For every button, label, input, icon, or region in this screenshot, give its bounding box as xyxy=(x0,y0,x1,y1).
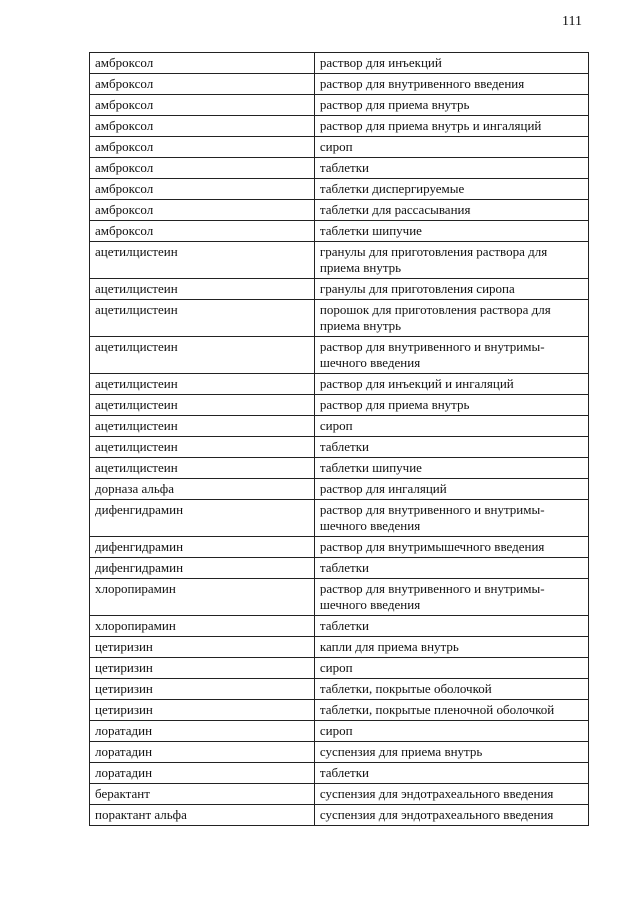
drug-name-cell: ацетилцистеин xyxy=(90,458,315,479)
dosage-form-cell: раствор для инъекций и ингаляций xyxy=(314,374,588,395)
table-row xyxy=(90,337,589,374)
dosage-form-cell: суспензия для эндотрахеального введения xyxy=(314,805,588,826)
drug-name-cell: лоратадин xyxy=(90,763,315,784)
dosage-form-cell: раствор для внутривенного и внутримы-шечного введения xyxy=(314,579,588,616)
table-row xyxy=(90,158,589,179)
drug-name-cell: ацетилцистеин xyxy=(90,279,315,300)
table-row xyxy=(90,395,589,416)
table-row xyxy=(90,500,589,537)
table-row xyxy=(90,374,589,395)
drug-name-cell: дифенгидрамин xyxy=(90,500,315,537)
table-row xyxy=(90,679,589,700)
dosage-form-cell: сироп xyxy=(314,721,588,742)
table-body xyxy=(90,53,589,826)
drug-name-cell: цетиризин xyxy=(90,637,315,658)
drug-name-cell: цетиризин xyxy=(90,679,315,700)
drug-name-cell: амброксол xyxy=(90,221,315,242)
drug-name-cell: порактант альфа xyxy=(90,805,315,826)
table-row xyxy=(90,137,589,158)
drug-name-cell: хлоропирамин xyxy=(90,579,315,616)
table-row xyxy=(90,784,589,805)
drug-name-cell: ацетилцистеин xyxy=(90,395,315,416)
table-row xyxy=(90,763,589,784)
page-number: 111 xyxy=(562,14,582,29)
table-row xyxy=(90,658,589,679)
dosage-form-cell: таблетки xyxy=(314,763,588,784)
dosage-form-cell: таблетки xyxy=(314,437,588,458)
table-row xyxy=(90,700,589,721)
table-row xyxy=(90,437,589,458)
drug-name-cell: амброксол xyxy=(90,95,315,116)
drug-name-cell: амброксол xyxy=(90,137,315,158)
drug-name-cell: ацетилцистеин xyxy=(90,337,315,374)
drug-name-cell: амброксол xyxy=(90,158,315,179)
drug-name-cell: цетиризин xyxy=(90,700,315,721)
dosage-form-cell: раствор для инъекций xyxy=(314,53,588,74)
drug-name-cell: хлоропирамин xyxy=(90,616,315,637)
table-row xyxy=(90,221,589,242)
dosage-form-cell: гранулы для приготовления раствора для приема внутрь xyxy=(314,242,588,279)
dosage-form-cell: капли для приема внутрь xyxy=(314,637,588,658)
drug-name-cell: дифенгидрамин xyxy=(90,537,315,558)
drug-name-cell: лоратадин xyxy=(90,742,315,763)
drug-name-cell: ацетилцистеин xyxy=(90,437,315,458)
drug-name-cell: ацетилцистеин xyxy=(90,300,315,337)
table-row xyxy=(90,721,589,742)
table-row xyxy=(90,242,589,279)
dosage-form-cell: раствор для приема внутрь xyxy=(314,395,588,416)
dosage-form-cell: суспензия для приема внутрь xyxy=(314,742,588,763)
table-row xyxy=(90,537,589,558)
dosage-form-cell: таблетки, покрытые пленочной оболочкой xyxy=(314,700,588,721)
table-row xyxy=(90,616,589,637)
table-row xyxy=(90,74,589,95)
dosage-form-cell: таблетки xyxy=(314,558,588,579)
drug-name-cell: амброксол xyxy=(90,53,315,74)
table-row xyxy=(90,53,589,74)
drug-name-cell: амброксол xyxy=(90,74,315,95)
dosage-form-cell: сироп xyxy=(314,416,588,437)
table-row xyxy=(90,637,589,658)
drug-name-cell: лоратадин xyxy=(90,721,315,742)
dosage-form-cell: раствор для ингаляций xyxy=(314,479,588,500)
drug-name-cell: амброксол xyxy=(90,200,315,221)
table-row xyxy=(90,579,589,616)
dosage-form-cell: таблетки xyxy=(314,616,588,637)
dosage-form-cell: сироп xyxy=(314,658,588,679)
table-row xyxy=(90,300,589,337)
dosage-form-cell: гранулы для приготовления сиропа xyxy=(314,279,588,300)
drug-name-cell: амброксол xyxy=(90,179,315,200)
dosage-form-cell: порошок для приготовления раствора для приема внутрь xyxy=(314,300,588,337)
drug-name-cell: ацетилцистеин xyxy=(90,416,315,437)
table-row xyxy=(90,558,589,579)
table-row xyxy=(90,179,589,200)
table-row xyxy=(90,805,589,826)
table-row xyxy=(90,416,589,437)
drug-name-cell: ацетилцистеин xyxy=(90,242,315,279)
dosage-form-cell: таблетки шипучие xyxy=(314,221,588,242)
table-row xyxy=(90,479,589,500)
table-row xyxy=(90,200,589,221)
dosage-form-cell: раствор для внутривенного введения xyxy=(314,74,588,95)
drug-name-cell: берактант xyxy=(90,784,315,805)
dosage-form-cell: раствор для внутримышечного введения xyxy=(314,537,588,558)
drug-name-cell: ацетилцистеин xyxy=(90,374,315,395)
dosage-form-cell: суспензия для эндотрахеального введения xyxy=(314,784,588,805)
drug-name-cell: дорназа альфа xyxy=(90,479,315,500)
dosage-form-cell: таблетки для рассасывания xyxy=(314,200,588,221)
dosage-form-cell: раствор для приема внутрь и ингаляций xyxy=(314,116,588,137)
drug-name-cell: дифенгидрамин xyxy=(90,558,315,579)
dosage-form-cell: раствор для приема внутрь xyxy=(314,95,588,116)
dosage-form-cell: таблетки диспергируемые xyxy=(314,179,588,200)
dosage-form-cell: таблетки xyxy=(314,158,588,179)
table-row xyxy=(90,116,589,137)
dosage-form-cell: таблетки, покрытые оболочкой xyxy=(314,679,588,700)
dosage-form-cell: раствор для внутривенного и внутримы-шечного введения xyxy=(314,500,588,537)
table-row xyxy=(90,95,589,116)
table-row xyxy=(90,279,589,300)
dosage-form-cell: раствор для внутривенного и внутримы-шечного введения xyxy=(314,337,588,374)
dosage-form-cell: сироп xyxy=(314,137,588,158)
drug-table xyxy=(89,52,589,826)
dosage-form-cell: таблетки шипучие xyxy=(314,458,588,479)
drug-name-cell: цетиризин xyxy=(90,658,315,679)
drug-name-cell: амброксол xyxy=(90,116,315,137)
table-row xyxy=(90,742,589,763)
table-row xyxy=(90,458,589,479)
